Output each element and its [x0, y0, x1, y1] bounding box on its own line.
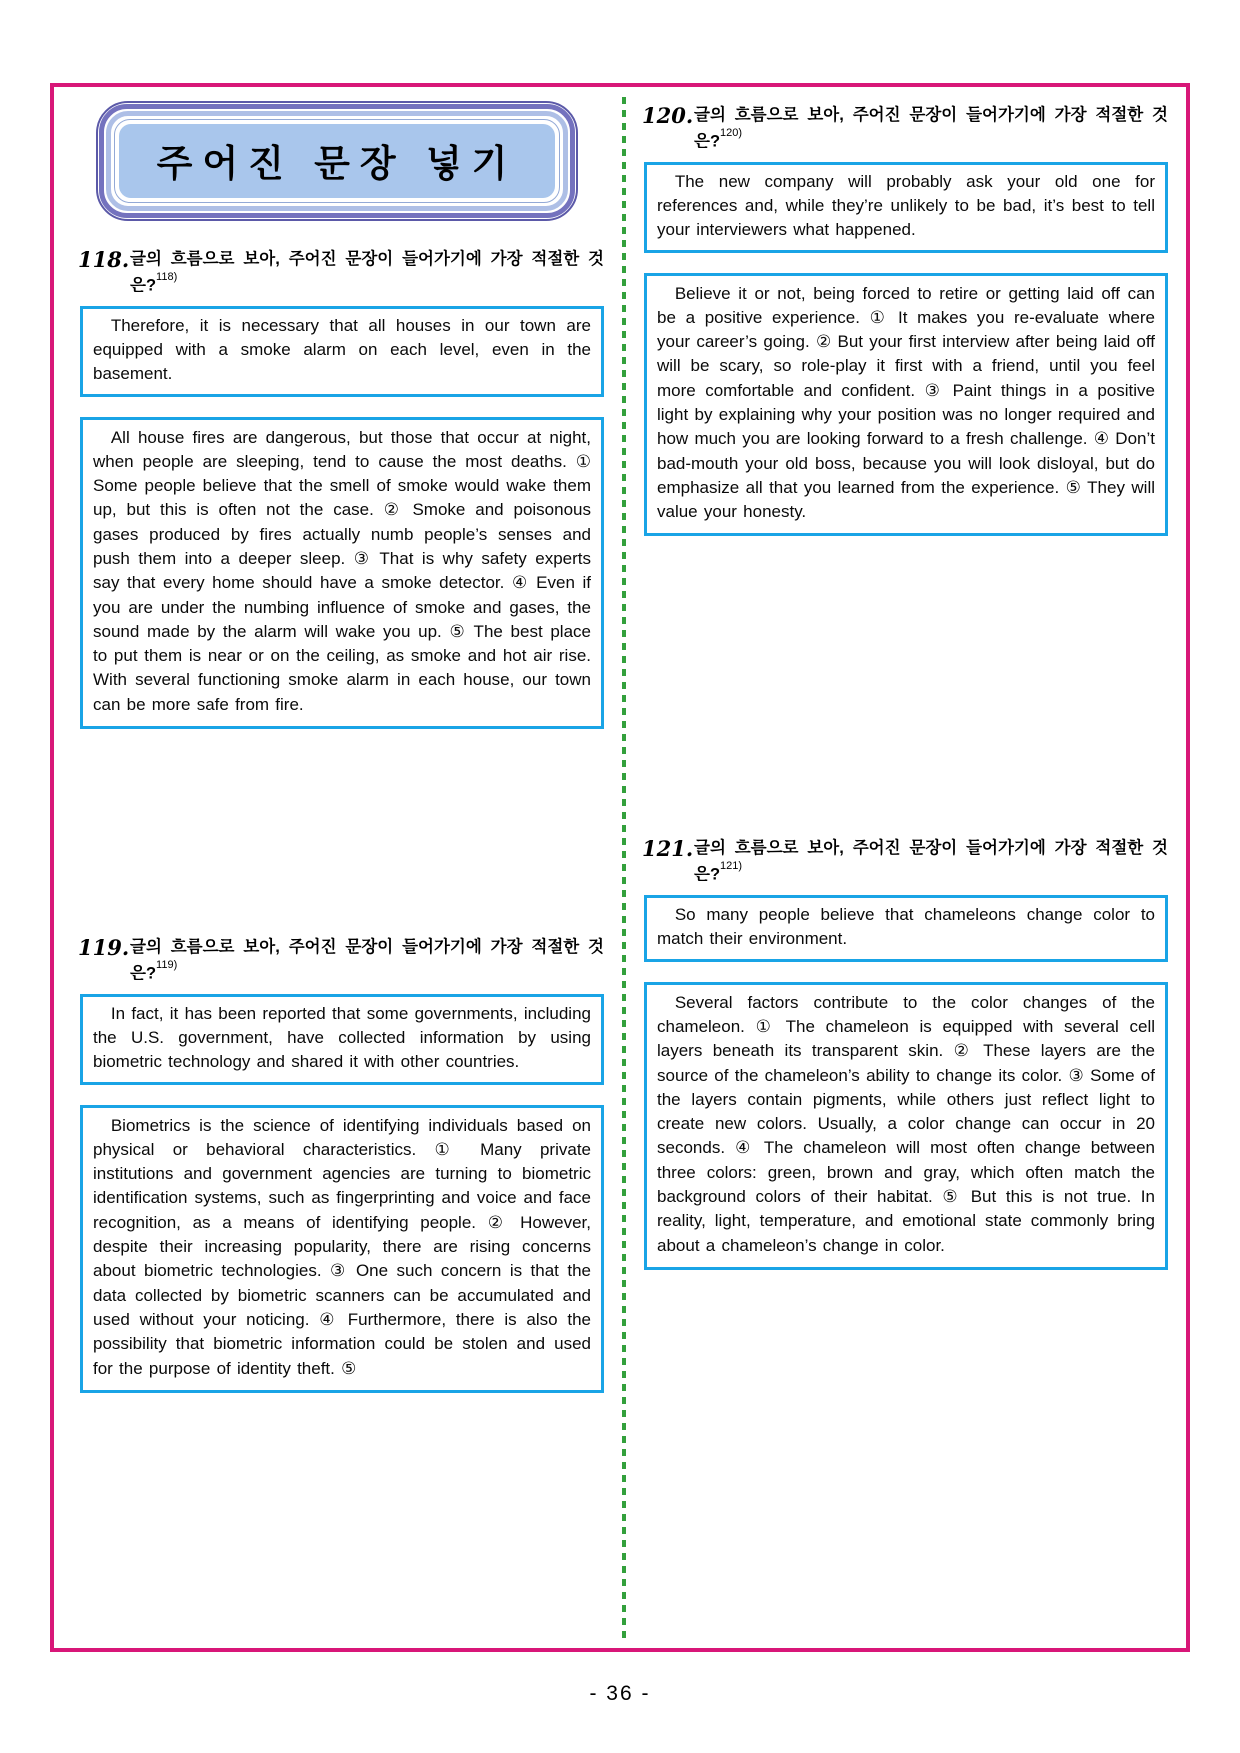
given-sentence-box	[644, 162, 1168, 253]
banner-ring-4	[114, 119, 560, 203]
question-number: 119.	[78, 935, 130, 961]
question-prompt	[694, 103, 1168, 155]
question-number: 118.	[78, 247, 130, 272]
question-prompt	[130, 247, 604, 299]
footnote-marker: 119)	[156, 958, 178, 971]
banner-ring-3	[106, 111, 568, 211]
question-120-header	[642, 103, 1168, 155]
question-121	[642, 836, 1168, 1269]
question-prompt	[130, 935, 604, 987]
footnote-marker: 121)	[720, 860, 743, 873]
prompt-text: 글의 흐름으로 보아, 주어진 문장이 들어가기에 가장 적절한 것은?	[694, 839, 1168, 884]
passage-text: Believe it or not, being forced to retire or getting laid off can be a positive experience. ① It makes you re-evaluate where your career’s going. ② But your first interview after being laid off will be scary, so role-play it first with a friend, until you feel more comfortable and confident. ③ Paint things in a positive light by explaining why your position was no longer required and how much you are looking forward to a fresh challenge. ④ Don’t bad-mouth your old boss, because you will look disloyal, but do emphasize all that you learned from the experience. ⑤ They will value your honesty.	[657, 283, 1155, 522]
given-sentence-box	[644, 895, 1168, 962]
section-title: 주어진 문장 넣기	[119, 124, 555, 198]
passage-text: All house fires are dangerous, but those that occur at night, when people are sleeping, tend to cause the most deaths. ① Some people believe that the smell of smoke would wake them up, but this is often not the case. ② Smoke and poisonous gases produced by fires actually numb people’s senses and push them into a deeper sleep. ③ That is why safety experts say that every home should have a smoke detector. ④ Even if you are under the numbing influence of smoke and gases, the sound made by the alarm will wake you up. ⑤ The best place to put them is near or on the ceiling, as smoke and hot air rise. With several functioning smoke alarm in each house, our town can be more safe from fire.	[93, 427, 591, 714]
content-frame	[50, 83, 1190, 1652]
given-sentence-box	[80, 994, 604, 1085]
given-sentence-text: The new company will probably ask your old one for references and, while they’re unlikely to be bad, it’s best to tell your interviewers what happened.	[657, 171, 1155, 240]
passage-box	[644, 273, 1168, 537]
footnote-marker: 120)	[720, 126, 743, 139]
question-prompt	[694, 836, 1168, 888]
question-121-header	[642, 836, 1168, 888]
given-sentence-text: In fact, it has been reported that some governments, including the U.S. government, have collected information by using biometric technology and shared it with other countries.	[93, 1003, 591, 1072]
passage-box	[644, 982, 1168, 1270]
prompt-text: 글의 흐름으로 보아, 주어진 문장이 들어가기에 가장 적절한 것은?	[130, 938, 604, 983]
banner-ring-2	[99, 104, 575, 218]
left-column	[78, 87, 604, 1393]
prompt-text: 글의 흐름으로 보아, 주어진 문장이 들어가기에 가장 적절한 것은?	[694, 106, 1168, 151]
passage-text: Several factors contribute to the color changes of the chameleon. ① The chameleon is equipped with several cell layers beneath its transparent skin. ② These layers are the source of the chameleon’s ability to change its color. ③ Some of the layers contain pigments, while others just reflect light to create new colors. Usually, a color change can occur in 20 seconds. ④ The chameleon will most often change between three colors: green, brown and gray, which often match the background colors of their habitat. ⑤ But this is not true. In reality, light, temperature, and emotional state commonly bring about a chameleon’s change in color.	[657, 992, 1155, 1255]
given-sentence-box	[80, 306, 604, 397]
page-number: - 36 -	[589, 1682, 651, 1705]
question-118-header	[78, 247, 604, 299]
passage-box	[80, 1105, 604, 1393]
question-119	[78, 935, 604, 1393]
given-sentence-text: Therefore, it is necessary that all houses in our town are equipped with a smoke alarm on each level, even in the basement.	[93, 315, 591, 384]
footnote-marker: 118)	[156, 270, 178, 283]
given-sentence-text: So many people believe that chameleons change color to match their environment.	[657, 905, 1155, 949]
question-118	[78, 247, 604, 729]
passage-text: Biometrics is the science of identifying individuals based on physical or behavioral characteristics. ① Many private institutions and government agencies are turning to biometric identification systems, such as fingerprinting and voice and face recognition, as a means of identifying people. ② However, despite their increasing popularity, there are rising concerns about biometric technologies. ③ One such concern is that the data collected by biometric scanners can be accumulated and used without your noticing. ④ Furthermore, there is also the possibility that biometric information could be stolen and used for the purpose of identity theft. ⑤	[93, 1115, 591, 1378]
prompt-text: 글의 흐름으로 보아, 주어진 문장이 들어가기에 가장 적절한 것은?	[130, 250, 604, 295]
section-title-banner	[96, 101, 578, 221]
passage-box	[80, 417, 604, 730]
question-120	[642, 103, 1168, 536]
right-column	[642, 87, 1168, 1270]
column-divider	[622, 97, 626, 1642]
question-number: 121.	[642, 836, 694, 862]
question-number: 120.	[642, 103, 694, 128]
question-119-header	[78, 935, 604, 987]
